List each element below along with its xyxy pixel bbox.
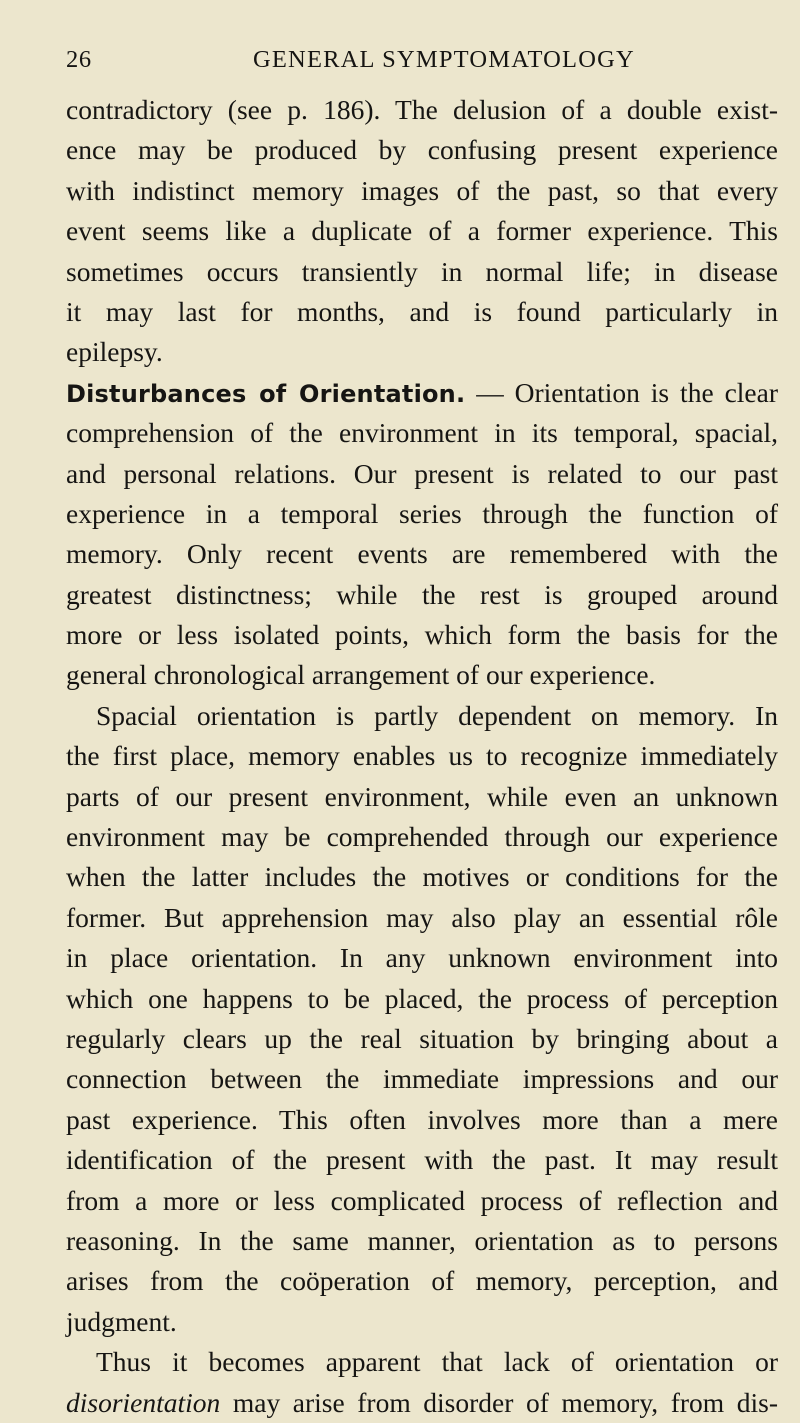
text-line: reasoning. In the same manner, orientation as to persons [66, 1224, 778, 1256]
text-line: when the latter includes the motives or conditions for the [66, 861, 778, 893]
text-line: sometimes occurs transiently in normal life; in disease [66, 255, 778, 287]
text-line: it may last for months, and is found particularly in [66, 295, 778, 327]
text-line: arises from the coöperation of memory, perception, and [66, 1265, 778, 1297]
paragraph-start-line: Spacial orientation is partly dependent on memory. In [96, 699, 778, 731]
body-text [66, 90, 778, 1423]
paragraph-end-line: judgment. [66, 1305, 177, 1337]
text-line: the first place, memory enables us to recognize immediately [66, 740, 778, 772]
text-line: identification of the present with the past. It may result [66, 1144, 778, 1176]
text-line: event seems like a duplicate of a former experience. This [66, 215, 778, 247]
text-line: past experience. This often involves more than a mere [66, 1103, 778, 1135]
text-line: regularly clears up the real situation by bringing about a [66, 1022, 778, 1054]
section-heading-line [66, 373, 778, 413]
text-continuation: may arise from disorder of memory, from dis- [220, 1386, 778, 1418]
paragraph-end-line: epilepsy. [66, 336, 163, 368]
paragraph-end-line: general chronological arrangement of our experience. [66, 659, 656, 691]
text-line: comprehension of the environment in its temporal, spacial, [66, 417, 778, 449]
text-line: environment may be comprehended through our experience [66, 821, 778, 853]
text-line: ence may be produced by confusing present experience [66, 134, 778, 166]
running-head: GENERAL SYMPTOMATOLOGY [253, 46, 635, 73]
italic-term: disorientation [66, 1386, 221, 1418]
section-heading-continuation: — Orientation is the clear [465, 376, 778, 408]
text-line: in place orientation. In any unknown environment into [66, 942, 778, 974]
text-line [66, 1383, 778, 1423]
section-heading: Disturbances of Orientation. [66, 379, 466, 408]
paragraph-start-line: Thus it becomes apparent that lack of orientation or [96, 1346, 778, 1378]
text-line: contradictory (see p. 186). The delusion of a double exist- [66, 94, 778, 125]
text-line: and personal relations. Our present is related to our past [66, 457, 778, 489]
text-line: which one happens to be placed, the process of perception [66, 982, 778, 1014]
text-line: more or less isolated points, which form the basis for the [66, 619, 778, 651]
text-line: connection between the immediate impressions and our [66, 1063, 778, 1095]
text-line: greatest distinctness; while the rest is grouped around [66, 578, 778, 610]
text-line: experience in a temporal series through the function of [66, 497, 778, 529]
text-line: from a more or less complicated process of reflection and [66, 1184, 778, 1216]
text-line: memory. Only recent events are remembered with the [66, 538, 778, 570]
text-line: parts of our present environment, while even an unknown [66, 780, 778, 812]
text-line: former. But apprehension may also play an essential rôle [66, 901, 778, 933]
page-number: 26 [66, 46, 92, 73]
page-header [66, 43, 778, 77]
text-line: with indistinct memory images of the past, so that every [66, 174, 778, 206]
